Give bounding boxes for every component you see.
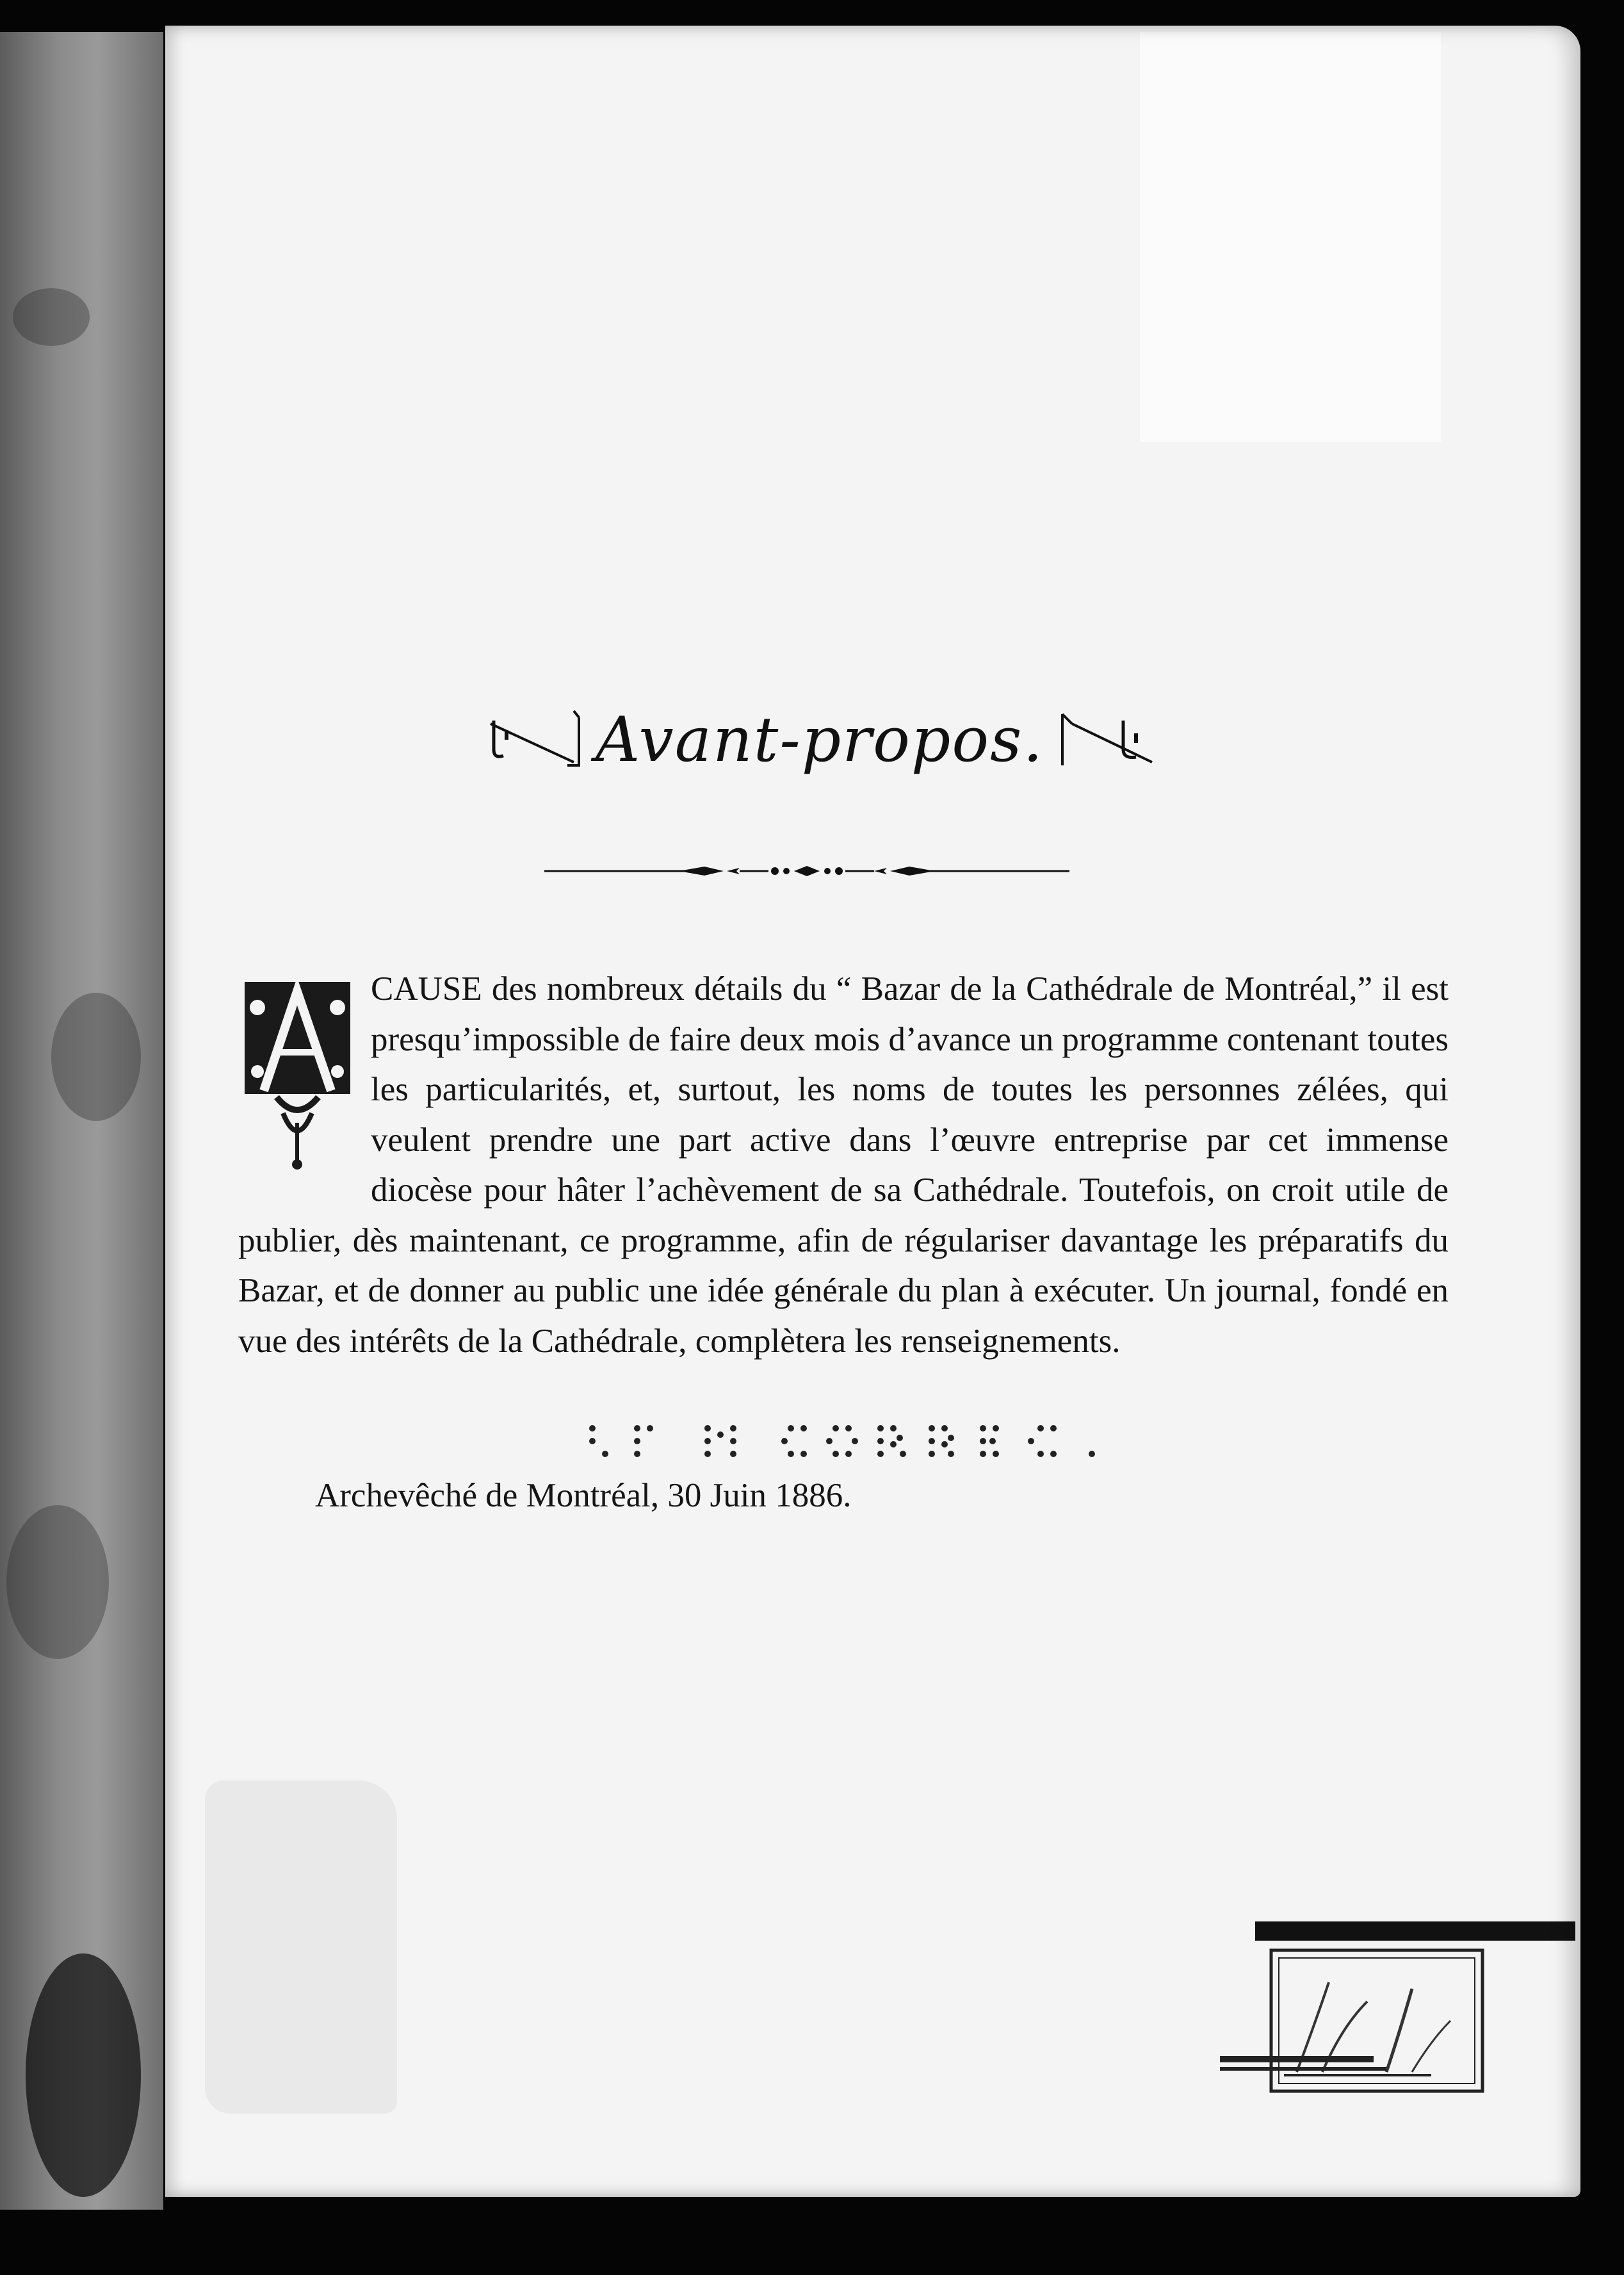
decorative-rule-icon <box>544 861 1069 881</box>
corner-illustration-icon <box>1220 1944 1502 2098</box>
perforated-stamp-icon <box>580 1415 1117 1467</box>
binding-stain <box>13 288 90 346</box>
tape-patch <box>1140 32 1441 442</box>
book-binding <box>0 32 163 2210</box>
dateline: Archevêché de Montréal, 30 Juin 1886. <box>315 1477 852 1514</box>
binding-damage <box>26 1953 141 2197</box>
binding-stain <box>51 993 141 1121</box>
binding-stain <box>6 1505 109 1659</box>
paper-repair <box>205 1781 397 2114</box>
right-ornament-icon <box>1059 705 1155 775</box>
drop-cap-a-icon <box>238 969 357 1174</box>
left-ornament-icon <box>484 705 580 775</box>
paragraph-text: CAUSE des nombreux détails du “ Bazar de la Cathédrale de Montréal,” il est presqu’impossible de faire deux mois d’avance un programme contenant toutes les particularités, et, surtout, les noms de toutes les personnes zélées, qui veulent prendre une part active dans l’œuvre entreprise par cet immense diocèse pour hâter l’achèvement de sa Cathédrale. Toutefois, on croit utile de publier, dès maintenant, ce programme, afin de régulariser davantage les préparatifs du Bazar, et de donner au public une idée générale du plan à exécuter. Un journal, fondé en vue des intérêts de la Cathédrale, complètera les renseignements. <box>238 970 1449 1360</box>
torn-edge <box>1255 1921 1575 1941</box>
body-paragraph <box>238 964 1449 1366</box>
page-title: Avant-propos. <box>596 704 1044 776</box>
heading <box>474 692 1165 788</box>
